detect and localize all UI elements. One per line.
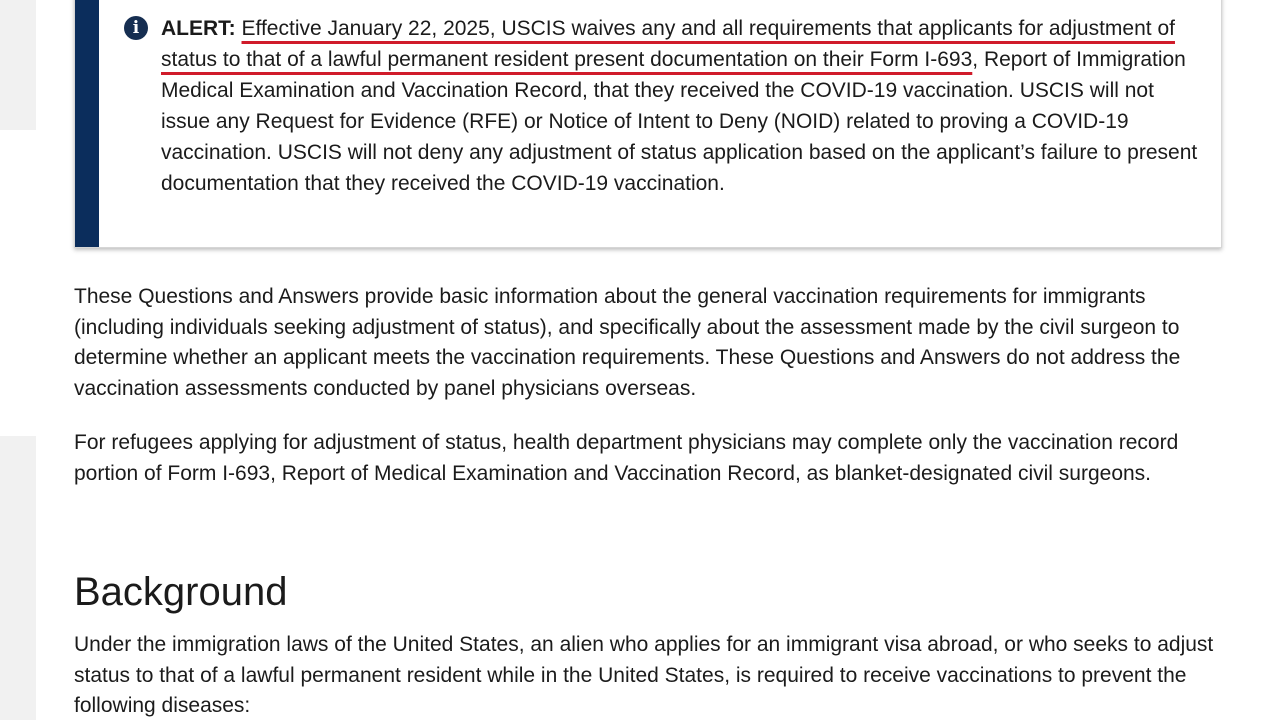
alert-box (74, 0, 1222, 248)
intro-paragraph: These Questions and Answers provide basic information about the general vaccination requirements for immigrants (including individuals seeking adjustment of status), and specifically about the assessment made by the civil surgeon to determine whether an applicant meets the vaccination requirements. These Questions and Answers do not address the vaccination assessments conducted by panel physicians overseas. (74, 285, 1181, 400)
alert-message (161, 13, 1201, 199)
alert-accent-bar (75, 0, 99, 247)
alert-underlined-text: Effective January 22, 2025, USCIS waives any and all requirements that applicants for adjustment of status to that of a lawful permanent resident present documentation on their Form I-693 (161, 17, 1175, 71)
section-heading-background: Background (74, 570, 288, 614)
left-gutter-bottom (0, 436, 36, 720)
alert-body-text: , Report of Immigration Medical Examination and Vaccination Record, that they received the COVID-19 vaccination. USCIS will not issue any Request for Evidence (RFE) or Notice of Intent to Deny (NOID) related to proving a COVID-19 vaccination. USCIS will not deny any adjustment of status application based on the applicant’s failure to present documentation that they received the COVID-19 vaccination. (161, 48, 1198, 195)
alert-label: ALERT: (161, 17, 236, 40)
left-gutter-top (0, 0, 36, 130)
background-paragraph: Under the immigration laws of the United States, an alien who applies for an immigrant visa abroad, or who seeks to adjust status to that of a lawful permanent resident while in the United States, is required to receive vaccinations to prevent the following diseases: (74, 633, 1214, 717)
info-icon: i (124, 16, 148, 40)
refugee-paragraph: For refugees applying for adjustment of status, health department physicians may complete only the vaccination record portion of Form I-693, Report of Medical Examination and Vaccination Record, as blanket-designated civil surgeons. (74, 431, 1179, 485)
